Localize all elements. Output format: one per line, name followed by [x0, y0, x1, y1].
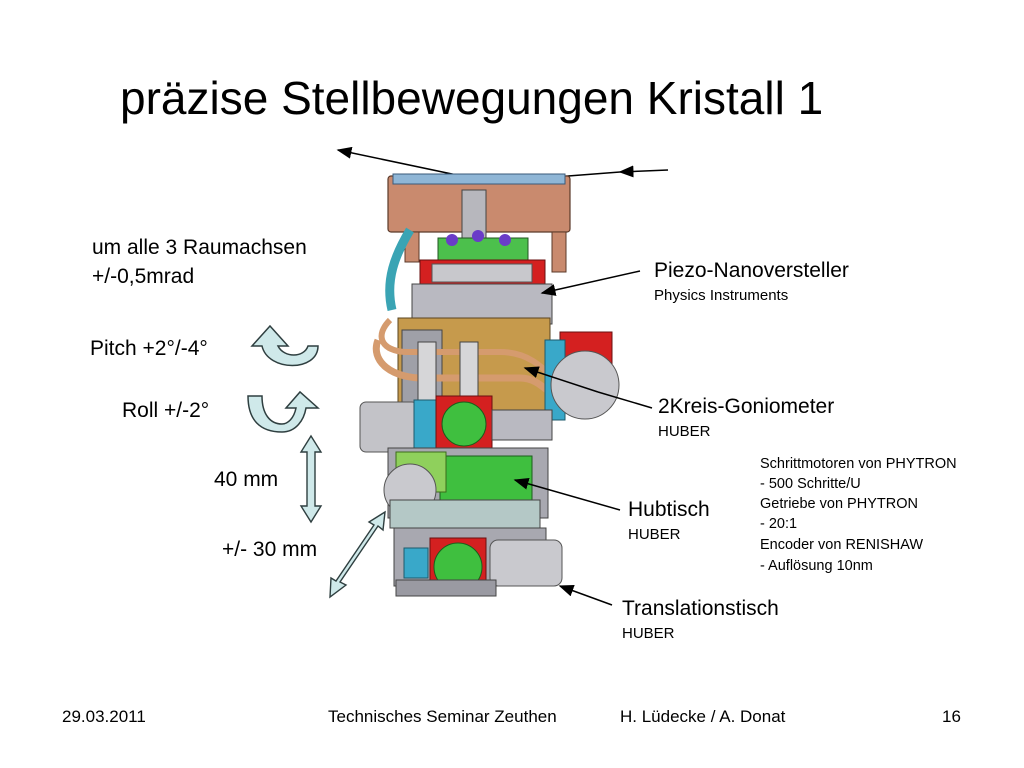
footer-date: 29.03.2011 [62, 707, 146, 726]
page-title: präzise Stellbewegungen Kristall 1 [120, 72, 824, 124]
piezo-label: Piezo-Nanoversteller [654, 259, 849, 282]
translation-maker: HUBER [622, 625, 675, 642]
roll-rotation-icon [248, 392, 318, 432]
goniometer-label: 2Kreis-Goniometer [658, 395, 835, 418]
hubtisch-label: Hubtisch [628, 498, 710, 521]
motor-note: - Auflösung 10nm [760, 558, 873, 574]
roll-label: Roll +/-2° [122, 399, 210, 422]
motor-note: - 20:1 [760, 516, 798, 532]
pitch-rotation-icon [252, 326, 318, 366]
footer-authors: H. Lüdecke / A. Donat [620, 707, 786, 726]
crystal-mount-assembly [360, 174, 619, 596]
translation-range-arrow [330, 512, 385, 597]
axes-tolerance: +/-0,5mrad [92, 265, 195, 288]
hubtisch-maker: HUBER [628, 526, 681, 543]
lift-range-label: 40 mm [214, 468, 279, 491]
translation-label: Translationstisch [622, 597, 779, 620]
motor-note: - 500 Schritte/U [760, 476, 861, 492]
footer-page-number: 16 [942, 707, 961, 726]
lift-range-arrow [301, 436, 321, 522]
motor-note: Schrittmotoren von PHYTRON [760, 456, 957, 472]
goniometer-maker: HUBER [658, 423, 711, 440]
footer-event: Technisches Seminar Zeuthen [328, 707, 557, 726]
pitch-label: Pitch +2°/-4° [90, 337, 208, 360]
piezo-maker: Physics Instruments [654, 287, 789, 304]
motor-note: Encoder von RENISHAW [760, 537, 924, 553]
axes-label: um alle 3 Raumachsen [92, 236, 307, 259]
motor-note: Getriebe von PHYTRON [760, 496, 918, 512]
translation-range-label: +/- 30 mm [222, 538, 318, 561]
